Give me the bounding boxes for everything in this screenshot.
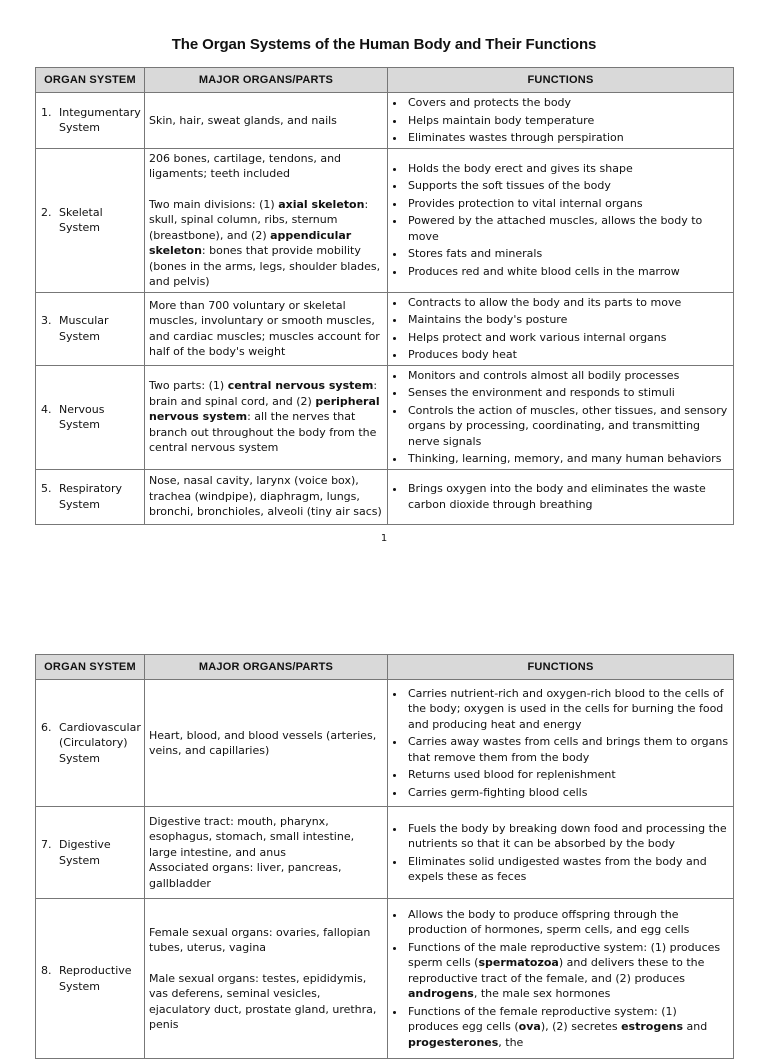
organs-cell [145, 365, 388, 469]
function-fragment: Functions of the male reproductive system: (1) produces sperm cells ( [408, 940, 721, 970]
function-item: • Allows the body to produce offspring through the production of hormones, sperm cells, and egg cells [406, 907, 729, 938]
system-cell [36, 292, 145, 365]
table-row [36, 93, 734, 149]
table-row [36, 680, 734, 807]
function-fragment: Functions of the female reproductive system: (1) produces egg cells ( [408, 1004, 677, 1034]
organs-term: axial skeleton [278, 197, 365, 211]
organs-text: Skin, hair, sweat glands, and nails [149, 113, 337, 127]
table-row [36, 148, 734, 292]
organs-text: Digestive tract: mouth, pharynx, esophagus, stomach, small intestine, large intestine, and anus [149, 814, 355, 859]
organs-text: Male sexual organs: testes, epididymis, vas deferens, seminal vesicles, ejaculatory duct, prostate gland, urethra, penis [149, 971, 377, 1031]
function-item: • Thinking, learning, memory, and many human behaviors [406, 451, 729, 467]
system-cell [36, 680, 145, 807]
functions-cell [388, 93, 734, 149]
organs-text [149, 378, 383, 456]
organs-text: Nose, nasal cavity, larynx (voice box), trachea (windpipe), diaphragm, lungs, bronchi, bronchioles, alveoli (tiny air sacs) [149, 474, 382, 519]
organs-term: central nervous system [227, 379, 374, 393]
functions-cell [388, 680, 734, 807]
function-item: • Produces body heat [406, 347, 729, 363]
function-item: • Helps maintain body temperature [406, 113, 729, 129]
header-functions: FUNCTIONS [388, 68, 734, 93]
functions-cell [388, 292, 734, 365]
system-cell [36, 365, 145, 469]
table-row [36, 899, 734, 1059]
header-major-organs: MAJOR ORGANS/PARTS [145, 655, 388, 680]
table-row [36, 292, 734, 365]
table-row [36, 807, 734, 899]
function-item: • Supports the soft tissues of the body [406, 178, 729, 194]
functions-cell [388, 899, 734, 1059]
function-item: • Returns used blood for replenishment [406, 767, 729, 783]
function-item: • Stores fats and minerals [406, 246, 729, 262]
organs-fragment: : all the nerves that branch out throughout the body from the central nervous system [149, 410, 377, 455]
row-number: 3. [41, 314, 52, 327]
function-item: • Powered by the attached muscles, allows the body to move [406, 213, 729, 244]
system-cell [36, 899, 145, 1059]
function-item [406, 940, 729, 1002]
organs-cell [145, 469, 388, 524]
function-item [406, 1004, 729, 1051]
function-term: estrogens [621, 1020, 684, 1034]
organ-systems-table-page-2 [35, 654, 734, 1059]
row-number: 5. [41, 482, 52, 495]
organs-term: peripheral nervous system [149, 394, 380, 424]
header-functions: FUNCTIONS [388, 655, 734, 680]
functions-cell [388, 469, 734, 524]
function-item: • Carries germ-fighting blood cells [406, 785, 729, 801]
row-number: 4. [41, 402, 52, 416]
table-header-row [36, 68, 734, 93]
table-row [36, 469, 734, 524]
function-item: • Controls the action of muscles, other tissues, and sensory organs by processing, coordinating, and transmitting nerve signals [406, 403, 729, 450]
table-header-row [36, 655, 734, 680]
organs-cell [145, 148, 388, 292]
function-fragment: ) and delivers these to the reproductive tract of the female, and (2) produces [408, 956, 705, 985]
organs-fragment: : brain and spinal cord, and (2) [149, 379, 378, 408]
system-name: Nervous System [59, 402, 105, 431]
organs-cell [145, 292, 388, 365]
functions-cell [388, 807, 734, 899]
row-number: 8. [41, 964, 52, 977]
function-item: • Carries away wastes from cells and brings them to organs that remove them from the body [406, 734, 729, 765]
system-name: Respiratory System [59, 482, 123, 511]
function-fragment: , the [498, 1035, 524, 1049]
organs-fragment: Two main divisions: (1) [149, 197, 279, 211]
organs-text [149, 197, 383, 290]
organs-text: Associated organs: liver, pancreas, gallbladder [149, 861, 342, 890]
function-item: • Provides protection to vital internal organs [406, 196, 729, 212]
function-term: progesterones [408, 1035, 499, 1049]
function-item: • Maintains the body's posture [406, 312, 729, 328]
page-number: 1 [380, 533, 388, 544]
function-item: • Monitors and controls almost all bodily processes [406, 368, 729, 384]
organs-term: appendicular skeleton [149, 228, 352, 257]
function-term: spermatozoa [478, 956, 559, 970]
organs-cell [145, 807, 388, 899]
function-fragment: and [683, 1020, 708, 1034]
header-organ-system: ORGAN SYSTEM [36, 68, 145, 93]
system-name: Reproductive System [59, 964, 132, 993]
organs-fragment: : bones that provide mobility (bones in the arms, legs, shoulder blades, and pelvis) [149, 244, 381, 288]
function-item: • Carries nutrient-rich and oxygen-rich blood to the cells of the body; oxygen is used in the cells for burning the food and producing heat and energy [406, 686, 729, 733]
function-fragment: ), (2) secretes [540, 1020, 622, 1034]
row-number: 7. [41, 838, 52, 851]
organs-text: More than 700 voluntary or skeletal muscles, involuntary or smooth muscles, and cardiac muscles; muscles account for half of the body's weight [149, 298, 380, 358]
functions-cell [388, 148, 734, 292]
system-name: Cardiovascular (Circulatory) System [59, 720, 141, 765]
system-name: Integumentary System [59, 105, 141, 135]
header-organ-system: ORGAN SYSTEM [36, 655, 145, 680]
function-item: • Produces red and white blood cells in the marrow [406, 264, 729, 280]
row-number: 2. [41, 205, 52, 219]
system-name: Skeletal System [59, 205, 103, 234]
row-number: 1. [41, 105, 52, 119]
system-name: Muscular System [59, 314, 109, 343]
organs-cell [145, 93, 388, 149]
system-cell [36, 469, 145, 524]
organs-cell [145, 899, 388, 1059]
function-item: • Eliminates solid undigested wastes from the body and expels these as feces [406, 854, 729, 885]
document-title: The Organ Systems of the Human Body and Their Functions [171, 36, 597, 53]
system-cell [36, 93, 145, 149]
function-item: • Holds the body erect and gives its shape [406, 161, 729, 177]
function-item: • Brings oxygen into the body and eliminates the waste carbon dioxide through breathing [406, 481, 729, 512]
system-cell [36, 148, 145, 292]
system-cell [36, 807, 145, 899]
functions-cell [388, 365, 734, 469]
function-item: • Contracts to allow the body and its parts to move [406, 295, 729, 311]
organs-text: 206 bones, cartilage, tendons, and ligaments; teeth included [149, 151, 342, 180]
function-item: • Fuels the body by breaking down food and processing the nutrients so that it can be absorbed by the body [406, 821, 729, 852]
row-number: 6. [41, 720, 52, 734]
function-term: ova [518, 1020, 541, 1034]
function-item: • Covers and protects the body [406, 95, 729, 111]
system-name: Digestive System [59, 838, 111, 867]
header-major-organs: MAJOR ORGANS/PARTS [145, 68, 388, 93]
function-item: • Senses the environment and responds to stimuli [406, 385, 729, 401]
organs-text: Female sexual organs: ovaries, fallopian tubes, uterus, vagina [149, 925, 371, 954]
organs-cell [145, 680, 388, 807]
function-fragment: , the male sex hormones [473, 987, 611, 1001]
organs-fragment: Two parts: (1) [149, 379, 228, 393]
organs-fragment: : skull, spinal column, ribs, sternum (breastbone), and (2) [149, 197, 369, 242]
organs-text: Heart, blood, and blood vessels (arteries, veins, and capillaries) [149, 728, 377, 757]
function-item: • Helps protect and work various internal organs [406, 330, 729, 346]
function-term: androgens [408, 987, 474, 1001]
organ-systems-table-page-1 [35, 67, 734, 525]
function-item: • Eliminates wastes through perspiration [406, 130, 729, 146]
table-row [36, 365, 734, 469]
